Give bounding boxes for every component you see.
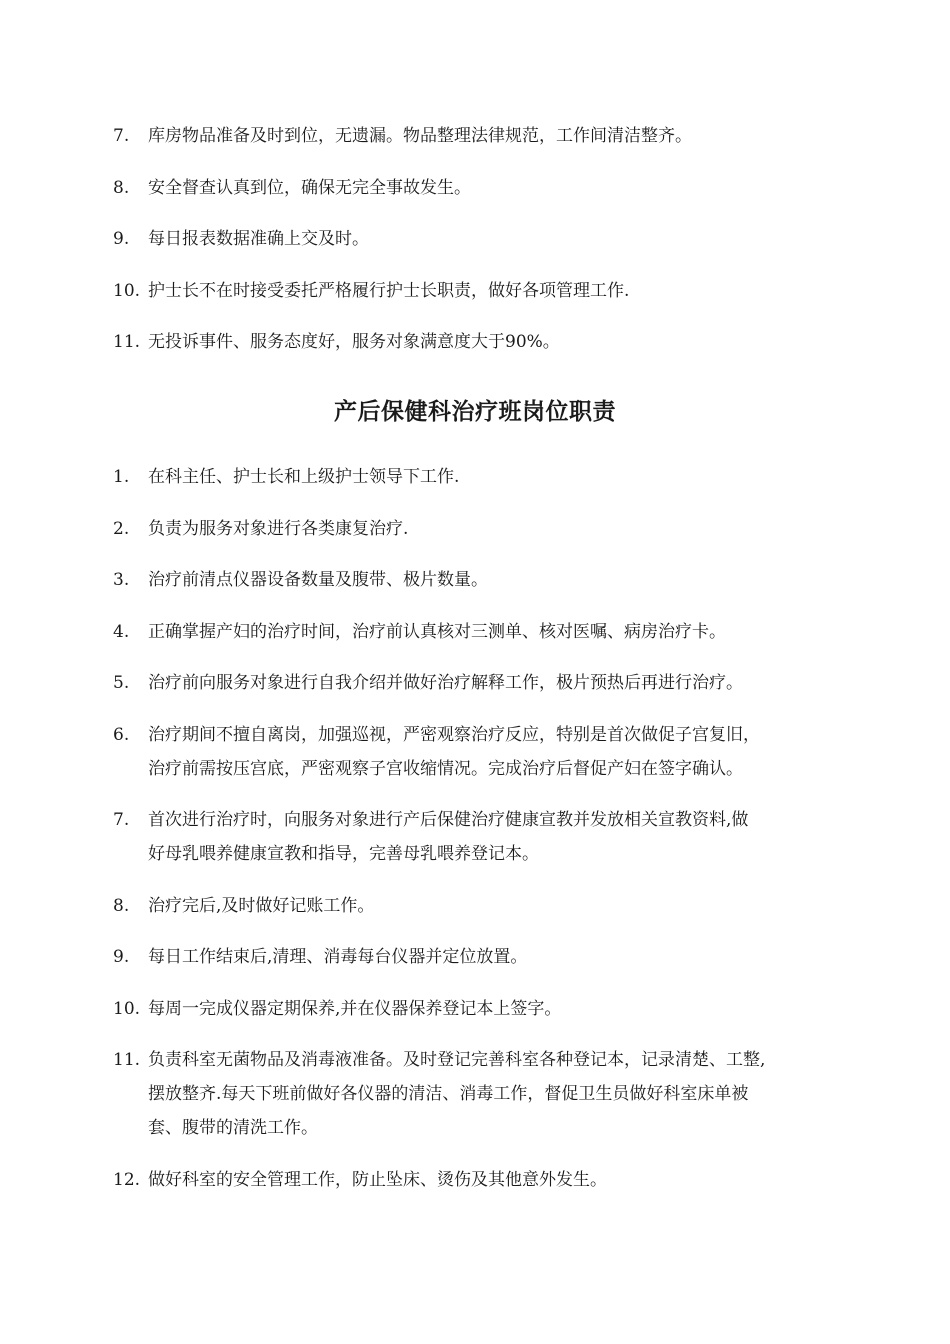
item-number: 11. bbox=[113, 332, 141, 352]
list-item bbox=[0, 563, 950, 597]
item-text: 治疗期间不擅自离岗，加强巡视，严密观察治疗反应，特别是首次做促子宫复旧， 治疗前需按压宫底，严密观察子宫收缩情况。完成治疗后督促产妇在签字确认。 bbox=[148, 724, 760, 779]
item-text: 首次进行治疗时，向服务对象进行产后保健治疗健康宣教并发放相关宣教资料,做 好母乳喂养健康宣教和指导，完善母乳喂养登记本。 bbox=[148, 810, 749, 864]
item-number: 6. bbox=[113, 724, 130, 745]
list-item bbox=[0, 615, 950, 649]
list-item bbox=[0, 992, 950, 1026]
item-number: 7. bbox=[113, 126, 130, 146]
list-item bbox=[0, 274, 950, 308]
list-item bbox=[0, 940, 950, 974]
item-text: 安全督查认真到位，确保无完全事故发生。 bbox=[148, 177, 471, 198]
item-text: 无投诉事件、服务态度好，服务对象满意度大于90%。 bbox=[148, 332, 560, 352]
item-number: 1. bbox=[113, 467, 130, 487]
item-number: 9. bbox=[113, 229, 130, 249]
treatment-duty-list bbox=[0, 460, 950, 1214]
item-text: 正确掌握产妇的治疗时间，治疗前认真核对三测单、核对医嘱、病房治疗卡。 bbox=[148, 621, 726, 642]
list-item bbox=[0, 512, 950, 546]
item-number: 10. bbox=[113, 998, 141, 1019]
list-item bbox=[0, 718, 950, 786]
item-text: 治疗前清点仪器设备数量及腹带、极片数量。 bbox=[148, 570, 488, 590]
item-text: 治疗前向服务对象进行自我介绍并做好治疗解释工作，极片预热后再进行治疗。 bbox=[148, 673, 743, 693]
item-number: 8. bbox=[113, 895, 130, 916]
item-text: 每周一完成仪器定期保养,并在仪器保养登记本上签字。 bbox=[148, 998, 562, 1019]
list-item bbox=[0, 803, 950, 871]
item-text: 做好科室的安全管理工作，防止坠床、烫伤及其他意外发生。 bbox=[148, 1169, 607, 1190]
list-item bbox=[0, 325, 950, 359]
item-text: 每日报表数据准确上交及时。 bbox=[148, 229, 369, 249]
continued-duty-list bbox=[0, 119, 950, 377]
list-item bbox=[0, 171, 950, 205]
list-item bbox=[0, 666, 950, 700]
item-text: 负责科室无菌物品及消毒液准备。及时登记完善科室各种登记本，记录清楚、工整, 摆放整齐.每天下班前做好各仪器的清洁、消毒工作，督促卫生员做好科室床单被 套、腹带的清洗工作。 bbox=[148, 1050, 766, 1138]
item-number: 7. bbox=[113, 810, 130, 830]
list-item bbox=[0, 460, 950, 494]
item-number: 2. bbox=[113, 518, 130, 539]
item-number: 4. bbox=[113, 621, 130, 642]
list-item bbox=[0, 119, 950, 153]
item-number: 5. bbox=[113, 673, 130, 693]
item-number: 8. bbox=[113, 177, 130, 198]
item-number: 11. bbox=[113, 1050, 141, 1070]
item-text: 在科主任、护士长和上级护士领导下工作. bbox=[148, 467, 460, 487]
list-item bbox=[0, 889, 950, 923]
item-text: 负责为服务对象进行各类康复治疗. bbox=[148, 518, 409, 539]
item-number: 10. bbox=[113, 280, 141, 301]
item-text: 治疗完后,及时做好记账工作。 bbox=[148, 895, 375, 916]
list-item bbox=[0, 1163, 950, 1197]
item-text: 库房物品准备及时到位，无遗漏。物品整理法律规范，工作间清洁整齐。 bbox=[148, 126, 692, 146]
list-item bbox=[0, 222, 950, 256]
item-number: 12. bbox=[113, 1169, 141, 1190]
item-number: 3. bbox=[113, 570, 130, 590]
item-text: 护士长不在时接受委托严格履行护士长职责，做好各项管理工作. bbox=[148, 280, 630, 301]
item-text: 每日工作结束后,清理、消毒每台仪器并定位放置。 bbox=[148, 947, 528, 967]
list-item bbox=[0, 1043, 950, 1145]
item-number: 9. bbox=[113, 947, 130, 967]
section-title: 产后保健科治疗班岗位职责 bbox=[334, 398, 616, 425]
